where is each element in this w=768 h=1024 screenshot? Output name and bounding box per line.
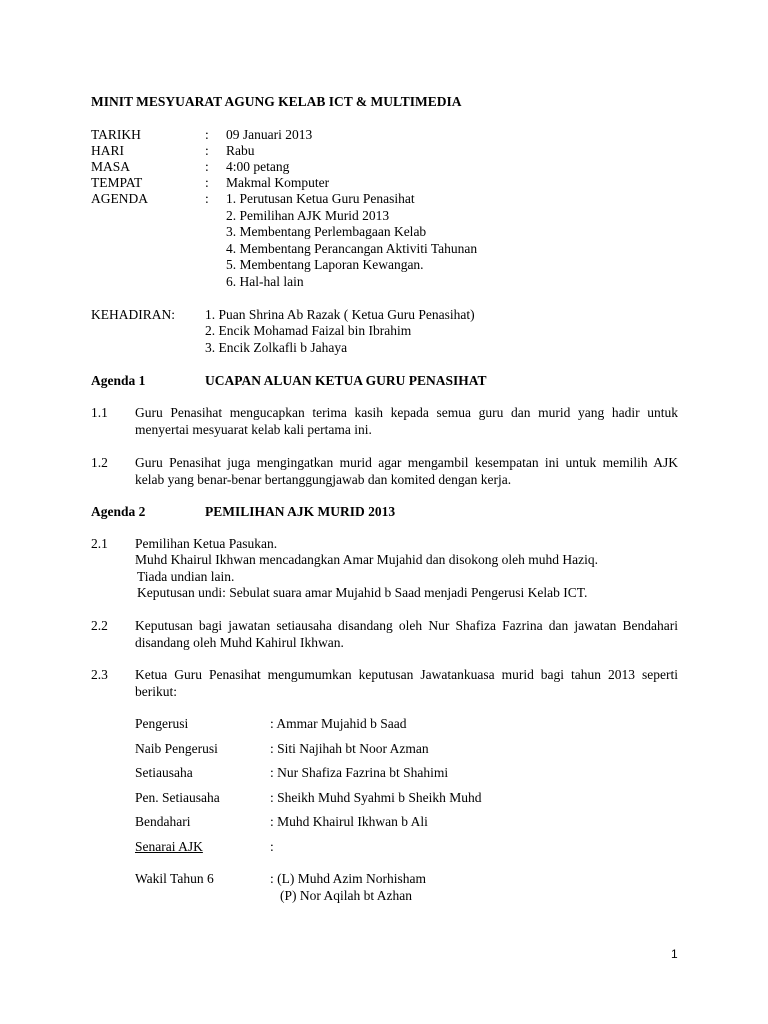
paragraph-1-2	[135, 454, 678, 488]
committee-role: Pen. Setiausaha	[135, 790, 220, 805]
paragraph-number: 1.1	[91, 405, 108, 420]
info-label-tempat: TEMPAT	[91, 175, 143, 190]
paragraph-1-1	[135, 404, 678, 438]
paragraph-number: 2.3	[91, 667, 108, 682]
committee-role: Wakil Tahun 6	[135, 871, 214, 886]
paragraph-line: kelab yang benar-benar bertanggungjawab dan komited dengan kerja.	[135, 472, 512, 487]
info-value-masa: 4:00 petang	[226, 159, 290, 174]
paragraph-line: Ketua Guru Penasihat mengumumkan keputusan Jawatankuasa murid bagi tahun 2013 seperti	[135, 667, 678, 682]
info-value-tarikh: 09 Januari 2013	[226, 127, 313, 142]
committee-name: : Muhd Khairul Ikhwan b Ali	[270, 814, 428, 829]
attendance-item: 3. Encik Zolkafli b Jahaya	[205, 340, 348, 355]
page-number: 1	[671, 947, 678, 961]
document-title: MINIT MESYUARAT AGUNG KELAB ICT & MULTIMEDIA	[91, 94, 462, 109]
paragraph-line: disandang oleh Muhd Kahirul Ikhwan.	[135, 635, 344, 650]
agenda-item: 4. Membentang Perancangan Aktiviti Tahunan	[226, 241, 478, 256]
info-colon: :	[205, 191, 209, 206]
info-colon: :	[205, 127, 209, 142]
info-label-agenda: AGENDA	[91, 191, 148, 206]
paragraph-line: Keputusan bagi jawatan setiausaha disandang oleh Nur Shafiza Fazrina dan jawatan Bendahari	[135, 618, 678, 633]
attendance-item: 2. Encik Mohamad Faizal bin Ibrahim	[205, 323, 412, 338]
info-label-hari: HARI	[91, 143, 124, 158]
paragraph-line: Guru Penasihat juga mengingatkan murid agar mengambil kesempatan ini untuk memilih AJK	[135, 455, 678, 470]
info-value-hari: Rabu	[226, 143, 255, 158]
paragraph-line: Pemilihan Ketua Pasukan.	[135, 536, 278, 551]
agenda-item: 1. Perutusan Ketua Guru Penasihat	[226, 191, 415, 206]
paragraph-2-2	[135, 617, 678, 651]
committee-role: Setiausaha	[135, 765, 193, 780]
committee-name: : Sheikh Muhd Syahmi b Sheikh Muhd	[270, 790, 482, 805]
agenda-item: 5. Membentang Laporan Kewangan.	[226, 257, 424, 272]
committee-name: :	[270, 839, 274, 854]
paragraph-number: 2.1	[91, 536, 108, 551]
committee-name: : Siti Najihah bt Noor Azman	[270, 741, 429, 756]
info-colon: :	[205, 159, 209, 174]
info-colon: :	[205, 143, 209, 158]
agenda-2-title: PEMILIHAN AJK MURID 2013	[205, 504, 396, 519]
committee-role: Pengerusi	[135, 716, 189, 731]
committee-name: : Ammar Mujahid b Saad	[270, 716, 407, 731]
paragraph-line: menyertai mesyuarat kelab kali pertama ini.	[135, 422, 372, 437]
paragraph-line: Guru Penasihat mengucapkan terima kasih kepada semua guru dan murid yang hadir untuk	[135, 405, 678, 420]
agenda-item: 6. Hal-hal lain	[226, 274, 304, 289]
info-value-tempat: Makmal Komputer	[226, 175, 330, 190]
committee-role: Bendahari	[135, 814, 191, 829]
info-label-masa: MASA	[91, 159, 131, 174]
paragraph-line: Keputusan undi: Sebulat suara amar Mujahid b Saad menjadi Pengerusi Kelab ICT.	[137, 585, 588, 600]
attendance-label: KEHADIRAN:	[91, 307, 175, 322]
paragraph-number: 2.2	[91, 618, 108, 633]
committee-name-secondary: (P) Nor Aqilah bt Azhan	[280, 888, 412, 903]
agenda-item: 3. Membentang Perlembagaan Kelab	[226, 224, 427, 239]
paragraph-line: Muhd Khairul Ikhwan mencadangkan Amar Mujahid dan disokong oleh muhd Haziq.	[135, 552, 599, 567]
agenda-item: 2. Pemilihan AJK Murid 2013	[226, 208, 390, 223]
committee-list-heading: Senarai AJK	[135, 839, 203, 854]
agenda-1-title: UCAPAN ALUAN KETUA GURU PENASIHAT	[205, 373, 487, 388]
attendance-item: 1. Puan Shrina Ab Razak ( Ketua Guru Penasihat)	[205, 307, 475, 322]
paragraph-line: Tiada undian lain.	[137, 569, 235, 584]
committee-name: : (L) Muhd Azim Norhisham	[270, 871, 426, 886]
agenda-2-number: Agenda 2	[91, 504, 146, 519]
paragraph-2-3	[135, 666, 678, 700]
agenda-1-number: Agenda 1	[91, 373, 146, 388]
info-colon: :	[205, 175, 209, 190]
info-label-tarikh: TARIKH	[91, 127, 141, 142]
paragraph-number: 1.2	[91, 455, 108, 470]
committee-role: Naib Pengerusi	[135, 741, 218, 756]
committee-name: : Nur Shafiza Fazrina bt Shahimi	[270, 765, 449, 780]
paragraph-line: berikut:	[135, 684, 177, 699]
